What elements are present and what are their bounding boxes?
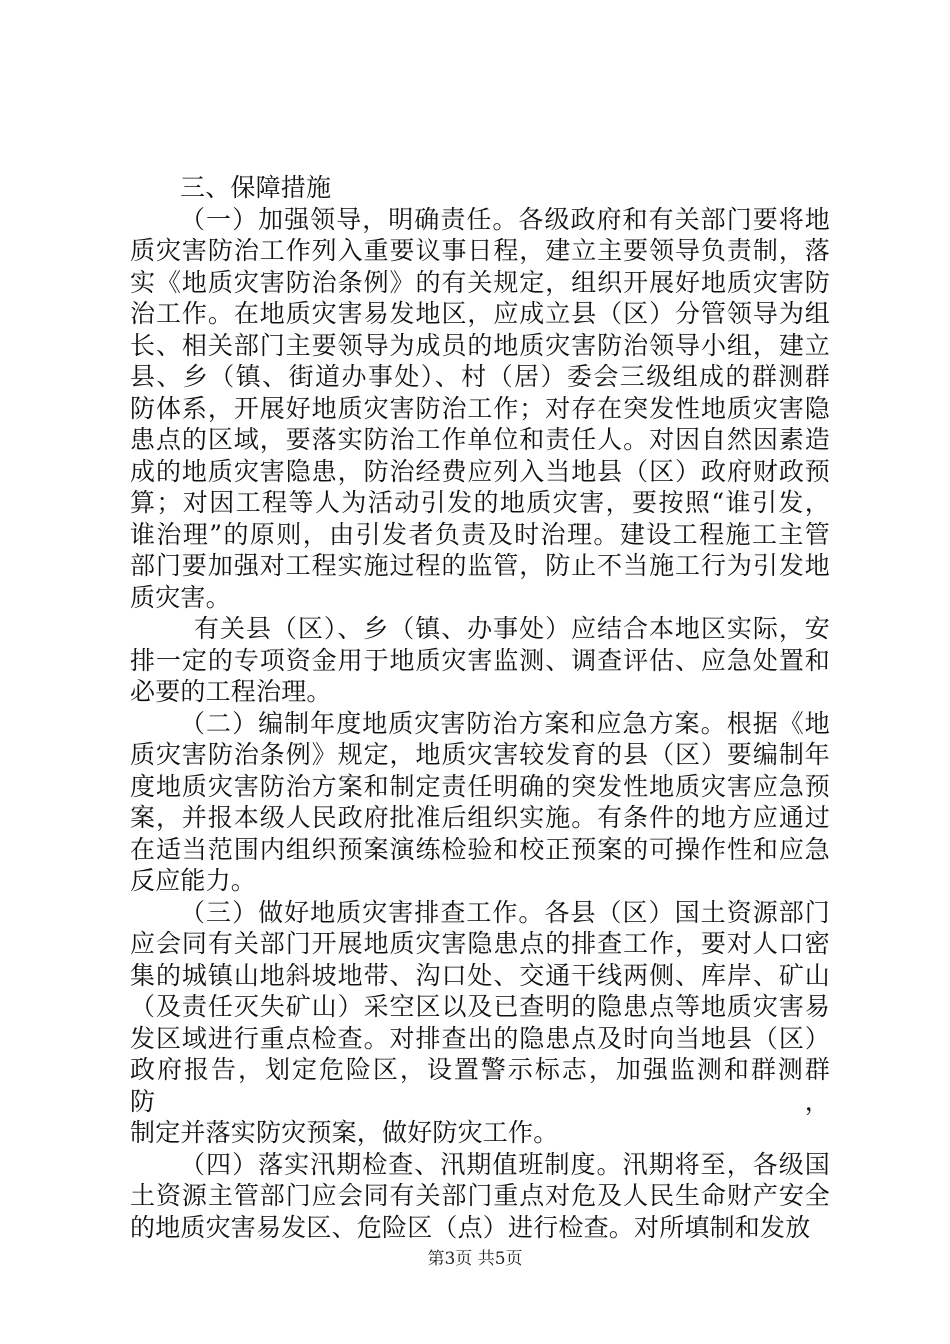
text-line: 案，并报本级人民政府批准后组织实施。有条件的地方应通过 <box>130 803 830 832</box>
text-line: 土资源主管部门应会同有关部门重点对危及人民生命财产安全 <box>130 1181 830 1210</box>
text-line: （及责任灭失矿山）采空区以及已查明的隐患点等地质灾害易 <box>130 992 830 1021</box>
text-line: （二）编制年度地质灾害防治方案和应急方案。根据《地 <box>180 708 830 738</box>
text-line: 质灾害防治工作列入重要议事日程，建立主要领导负责制，落 <box>130 236 830 265</box>
text-line: 必要的工程治理。 <box>130 677 332 706</box>
document-body <box>130 172 830 1243</box>
text-line: 县、乡（镇、街道办事处）、村（居）委会三级组成的群测群 <box>130 362 830 391</box>
text-line: 防体系，开展好地质灾害防治工作；对存在突发性地质灾害隐 <box>130 393 830 423</box>
paragraph-1 <box>130 204 830 614</box>
text-line: 患点的区域，要落实防治工作单位和责任人。对因自然因素造 <box>130 425 830 454</box>
text-line: 发区域进行重点检查。对排查出的隐患点及时向当地县（区） <box>130 1023 830 1053</box>
text-line: 治工作。在地质灾害易发地区，应成立县（区）分管领导为组 <box>130 299 830 328</box>
text-line: 质灾害。 <box>130 582 231 612</box>
text-line: 制定并落实防灾预案，做好防灾工作。 <box>130 1118 559 1147</box>
text-line: 政府报告，划定危险区，设置警示标志，加强监测和群测群防， <box>130 1055 830 1116</box>
text-line: 应会同有关部门开展地质灾害隐患点的排查工作，要对人口密 <box>130 929 830 958</box>
paragraph-4 <box>130 897 830 1149</box>
paragraph-2 <box>130 613 830 708</box>
text-line: 实《地质灾害防治条例》的有关规定，组织开展好地质灾害防 <box>130 267 830 297</box>
text-line: 谁治理”的原则，由引发者负责及时治理。建设工程施工主管 <box>130 519 830 549</box>
paragraph-5 <box>130 1149 830 1244</box>
text-line: （四）落实汛期检查、汛期值班制度。汛期将至，各级国 <box>180 1149 830 1179</box>
text-line: 度地质灾害防治方案和制定责任明确的突发性地质灾害应急预 <box>130 771 830 801</box>
text-line: 集的城镇山地斜坡地带、沟口处、交通干线两侧、库岸、矿山 <box>130 960 830 990</box>
text-line: 质灾害防治条例》规定，地质灾害较发育的县（区）要编制年 <box>130 740 830 769</box>
text-line: 成的地质灾害隐患，防治经费应列入当地县（区）政府财政预 <box>130 456 830 486</box>
text-line: （三）做好地质灾害排查工作。各县（区）国土资源部门 <box>180 897 830 927</box>
paragraph-3 <box>130 708 830 897</box>
text-line: 长、相关部门主要领导为成员的地质灾害防治领导小组，建立 <box>130 330 830 360</box>
text-line: 部门要加强对工程实施过程的监管，防止不当施工行为引发地 <box>130 551 830 580</box>
text-line: 的地质灾害易发区、危险区（点）进行检查。对所填制和发放 <box>130 1212 811 1242</box>
page-footer: 第3页 共5页 <box>427 1249 523 1269</box>
text-line: （一）加强领导，明确责任。各级政府和有关部门要将地 <box>180 204 830 234</box>
text-line: 反应能力。 <box>130 866 257 895</box>
section-heading: 三、保障措施 <box>180 173 332 202</box>
text-line: 有关县（区）、乡（镇、办事处）应结合本地区实际，安 <box>194 614 830 643</box>
text-line: 排一定的专项资金用于地质灾害监测、调查评估、应急处置和 <box>130 645 830 675</box>
text-line: 在适当范围内组织预案演练检验和校正预案的可操作性和应急 <box>130 834 830 864</box>
text-line: 算；对因工程等人为活动引发的地质灾害，要按照“谁引发， <box>130 488 830 517</box>
